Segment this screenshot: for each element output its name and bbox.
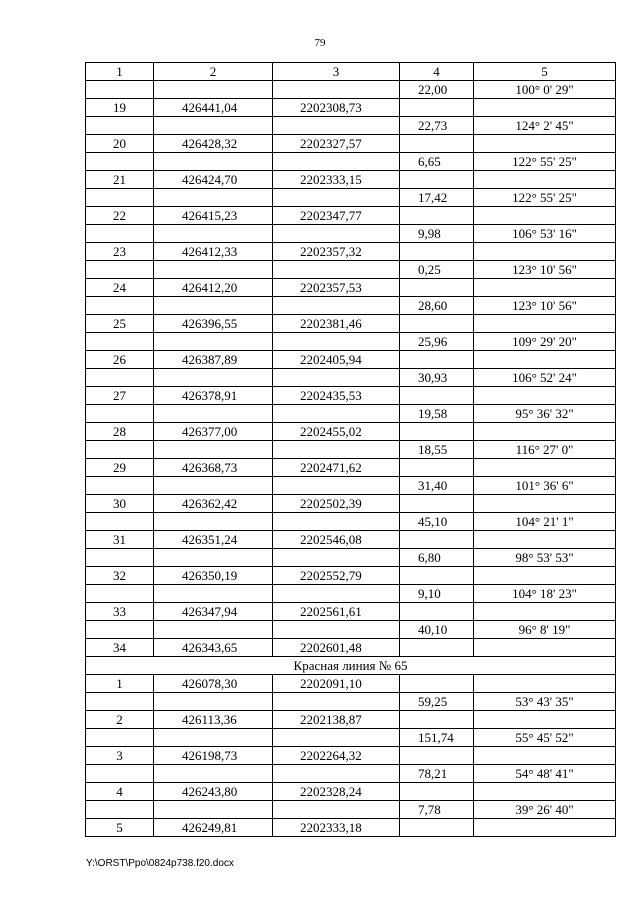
coordinate-y-empty — [273, 477, 400, 495]
angle-cell-empty — [474, 243, 616, 261]
coordinate-y-empty — [273, 297, 400, 315]
angle-cell-empty — [474, 351, 616, 369]
segment-row — [86, 369, 616, 387]
distance-cell-empty — [400, 711, 474, 729]
segment-distance: 9,98 — [400, 225, 474, 243]
column-header-1: 1 — [86, 63, 154, 81]
segment-distance: 6,65 — [400, 153, 474, 171]
point-number-empty — [86, 801, 154, 819]
point-row — [86, 351, 616, 369]
coordinate-x: 426377,00 — [154, 423, 273, 441]
point-number: 1 — [86, 675, 154, 693]
point-number: 32 — [86, 567, 154, 585]
coordinate-x-empty — [154, 765, 273, 783]
point-number-empty — [86, 405, 154, 423]
direction-angle: 53° 43' 35" — [474, 693, 616, 711]
point-number-empty — [86, 477, 154, 495]
column-header-2: 2 — [154, 63, 273, 81]
segment-distance: 9,10 — [400, 585, 474, 603]
angle-cell-empty — [474, 819, 616, 837]
segment-row — [86, 513, 616, 531]
coordinate-y-empty — [273, 729, 400, 747]
column-header-4: 4 — [400, 63, 474, 81]
distance-cell-empty — [400, 315, 474, 333]
coordinate-y: 2202561,61 — [273, 603, 400, 621]
coordinate-y: 2202347,77 — [273, 207, 400, 225]
coordinate-x-empty — [154, 441, 273, 459]
angle-cell-empty — [474, 99, 616, 117]
direction-angle: 55° 45' 52" — [474, 729, 616, 747]
distance-cell-empty — [400, 171, 474, 189]
angle-cell-empty — [474, 747, 616, 765]
point-row — [86, 459, 616, 477]
coordinate-x: 426415,23 — [154, 207, 273, 225]
point-number-empty — [86, 621, 154, 639]
segment-row — [86, 189, 616, 207]
point-row — [86, 99, 616, 117]
distance-cell-empty — [400, 351, 474, 369]
segment-row — [86, 117, 616, 135]
direction-angle: 122° 55' 25" — [474, 153, 616, 171]
coordinate-x: 426198,73 — [154, 747, 273, 765]
point-number: 29 — [86, 459, 154, 477]
coordinate-y: 2202502,39 — [273, 495, 400, 513]
segment-distance: 6,80 — [400, 549, 474, 567]
point-number: 25 — [86, 315, 154, 333]
point-row — [86, 495, 616, 513]
coordinate-x-empty — [154, 693, 273, 711]
point-number-empty — [86, 549, 154, 567]
distance-cell-empty — [400, 567, 474, 585]
point-number: 2 — [86, 711, 154, 729]
coordinate-x: 426412,20 — [154, 279, 273, 297]
angle-cell-empty — [474, 387, 616, 405]
coordinate-y-empty — [273, 765, 400, 783]
coordinate-y-empty — [273, 117, 400, 135]
coordinate-y-empty — [273, 549, 400, 567]
direction-angle: 109° 29' 20" — [474, 333, 616, 351]
coordinate-y: 2202308,73 — [273, 99, 400, 117]
coordinate-x: 426343,65 — [154, 639, 273, 657]
point-number: 31 — [86, 531, 154, 549]
direction-angle: 100° 0' 29" — [474, 81, 616, 99]
direction-angle: 95° 36' 32" — [474, 405, 616, 423]
coordinate-x-empty — [154, 549, 273, 567]
distance-cell-empty — [400, 243, 474, 261]
point-row — [86, 711, 616, 729]
distance-cell-empty — [400, 603, 474, 621]
coordinate-y: 2202546,08 — [273, 531, 400, 549]
coordinate-x: 426368,73 — [154, 459, 273, 477]
point-number-empty — [86, 513, 154, 531]
coordinate-x: 426113,36 — [154, 711, 273, 729]
direction-angle: 106° 53' 16" — [474, 225, 616, 243]
section-title: Красная линия № 65 — [86, 657, 616, 675]
angle-cell-empty — [474, 711, 616, 729]
coordinate-x: 426362,42 — [154, 495, 273, 513]
direction-angle: 106° 52' 24" — [474, 369, 616, 387]
point-row — [86, 387, 616, 405]
distance-cell-empty — [400, 819, 474, 837]
coordinate-y-empty — [273, 189, 400, 207]
point-row — [86, 171, 616, 189]
direction-angle: 122° 55' 25" — [474, 189, 616, 207]
coordinate-y: 2202357,32 — [273, 243, 400, 261]
segment-row — [86, 765, 616, 783]
coordinate-y: 2202328,24 — [273, 783, 400, 801]
coordinate-y: 2202381,46 — [273, 315, 400, 333]
point-number: 30 — [86, 495, 154, 513]
point-number-empty — [86, 117, 154, 135]
file-path-footer: Y:\ORST\Ppo\0824p738.f20.docx — [86, 858, 234, 869]
coordinate-y-empty — [273, 225, 400, 243]
distance-cell-empty — [400, 495, 474, 513]
segment-distance: 30,93 — [400, 369, 474, 387]
coordinate-y-empty — [273, 333, 400, 351]
point-number: 3 — [86, 747, 154, 765]
coordinate-y-empty — [273, 261, 400, 279]
coordinate-y-empty — [273, 81, 400, 99]
angle-cell-empty — [474, 783, 616, 801]
point-number: 26 — [86, 351, 154, 369]
segment-row — [86, 801, 616, 819]
coordinates-table — [85, 62, 616, 837]
angle-cell-empty — [474, 639, 616, 657]
coordinate-x-empty — [154, 81, 273, 99]
segment-distance: 31,40 — [400, 477, 474, 495]
direction-angle: 98° 53' 53" — [474, 549, 616, 567]
coordinate-x-empty — [154, 405, 273, 423]
coordinate-y: 2202333,18 — [273, 819, 400, 837]
point-row — [86, 783, 616, 801]
point-number: 19 — [86, 99, 154, 117]
direction-angle: 116° 27' 0" — [474, 441, 616, 459]
coordinate-y: 2202455,02 — [273, 423, 400, 441]
coordinate-x-empty — [154, 117, 273, 135]
point-row — [86, 747, 616, 765]
coordinate-x-empty — [154, 261, 273, 279]
coordinate-y: 2202264,32 — [273, 747, 400, 765]
point-number-empty — [86, 369, 154, 387]
segment-row — [86, 297, 616, 315]
direction-angle: 104° 21' 1" — [474, 513, 616, 531]
point-row — [86, 603, 616, 621]
coordinate-x-empty — [154, 369, 273, 387]
segment-row — [86, 585, 616, 603]
coordinate-y: 2202435,53 — [273, 387, 400, 405]
point-number: 5 — [86, 819, 154, 837]
segment-distance: 18,55 — [400, 441, 474, 459]
coordinate-y-empty — [273, 405, 400, 423]
coordinate-x: 426351,24 — [154, 531, 273, 549]
coordinate-x: 426243,80 — [154, 783, 273, 801]
coordinate-x: 426387,89 — [154, 351, 273, 369]
segment-distance: 40,10 — [400, 621, 474, 639]
coordinate-x-empty — [154, 153, 273, 171]
distance-cell-empty — [400, 99, 474, 117]
direction-angle: 54° 48' 41" — [474, 765, 616, 783]
coordinate-y-empty — [273, 801, 400, 819]
segment-row — [86, 225, 616, 243]
coordinate-x: 426412,33 — [154, 243, 273, 261]
column-header-5: 5 — [474, 63, 616, 81]
point-number-empty — [86, 297, 154, 315]
coordinate-x-empty — [154, 513, 273, 531]
segment-distance: 25,96 — [400, 333, 474, 351]
direction-angle: 104° 18' 23" — [474, 585, 616, 603]
table-header-row — [86, 63, 616, 81]
direction-angle: 123° 10' 56" — [474, 261, 616, 279]
angle-cell-empty — [474, 675, 616, 693]
point-row — [86, 135, 616, 153]
coordinate-y-empty — [273, 153, 400, 171]
coordinate-y-empty — [273, 621, 400, 639]
segment-row — [86, 333, 616, 351]
point-row — [86, 423, 616, 441]
point-number: 22 — [86, 207, 154, 225]
coordinate-x: 426396,55 — [154, 315, 273, 333]
distance-cell-empty — [400, 459, 474, 477]
point-number: 20 — [86, 135, 154, 153]
point-number-empty — [86, 261, 154, 279]
point-row — [86, 279, 616, 297]
coordinate-x-empty — [154, 333, 273, 351]
coordinate-y-empty — [273, 693, 400, 711]
point-number-empty — [86, 225, 154, 243]
segment-row — [86, 477, 616, 495]
angle-cell-empty — [474, 279, 616, 297]
point-number-empty — [86, 441, 154, 459]
coordinate-y-empty — [273, 585, 400, 603]
coordinate-x: 426249,81 — [154, 819, 273, 837]
segment-row — [86, 261, 616, 279]
point-number-empty — [86, 729, 154, 747]
distance-cell-empty — [400, 423, 474, 441]
angle-cell-empty — [474, 171, 616, 189]
direction-angle: 101° 36' 6" — [474, 477, 616, 495]
segment-row — [86, 729, 616, 747]
section-header-row — [86, 657, 616, 675]
point-number: 23 — [86, 243, 154, 261]
distance-cell-empty — [400, 531, 474, 549]
coordinate-y: 2202091,10 — [273, 675, 400, 693]
segment-row — [86, 405, 616, 423]
point-number: 28 — [86, 423, 154, 441]
point-number: 34 — [86, 639, 154, 657]
coordinate-x-empty — [154, 225, 273, 243]
segment-distance: 0,25 — [400, 261, 474, 279]
point-number: 21 — [86, 171, 154, 189]
coordinate-y-empty — [273, 513, 400, 531]
coordinate-y-empty — [273, 441, 400, 459]
angle-cell-empty — [474, 495, 616, 513]
coordinate-y: 2202333,15 — [273, 171, 400, 189]
distance-cell-empty — [400, 783, 474, 801]
angle-cell-empty — [474, 315, 616, 333]
direction-angle: 123° 10' 56" — [474, 297, 616, 315]
segment-distance: 78,21 — [400, 765, 474, 783]
direction-angle: 39° 26' 40" — [474, 801, 616, 819]
coordinate-y: 2202138,87 — [273, 711, 400, 729]
angle-cell-empty — [474, 423, 616, 441]
segment-distance: 28,60 — [400, 297, 474, 315]
segment-row — [86, 693, 616, 711]
point-row — [86, 675, 616, 693]
point-number-empty — [86, 693, 154, 711]
table-body — [86, 81, 616, 837]
segment-distance: 19,58 — [400, 405, 474, 423]
coordinate-x-empty — [154, 621, 273, 639]
distance-cell-empty — [400, 675, 474, 693]
point-number: 4 — [86, 783, 154, 801]
point-row — [86, 243, 616, 261]
distance-cell-empty — [400, 747, 474, 765]
angle-cell-empty — [474, 459, 616, 477]
column-header-3: 3 — [273, 63, 400, 81]
angle-cell-empty — [474, 531, 616, 549]
distance-cell-empty — [400, 387, 474, 405]
point-row — [86, 639, 616, 657]
point-number-empty — [86, 189, 154, 207]
coordinate-y: 2202471,62 — [273, 459, 400, 477]
segment-distance: 7,78 — [400, 801, 474, 819]
segment-row — [86, 621, 616, 639]
segment-row — [86, 81, 616, 99]
coordinate-x: 426378,91 — [154, 387, 273, 405]
segment-distance: 22,73 — [400, 117, 474, 135]
point-number-empty — [86, 765, 154, 783]
point-number-empty — [86, 81, 154, 99]
distance-cell-empty — [400, 135, 474, 153]
point-row — [86, 567, 616, 585]
coordinate-x: 426424,70 — [154, 171, 273, 189]
segment-row — [86, 441, 616, 459]
coordinate-y: 2202601,48 — [273, 639, 400, 657]
angle-cell-empty — [474, 207, 616, 225]
point-number-empty — [86, 153, 154, 171]
direction-angle: 124° 2' 45" — [474, 117, 616, 135]
coordinate-y: 2202552,79 — [273, 567, 400, 585]
coordinate-x: 426441,04 — [154, 99, 273, 117]
segment-distance: 151,74 — [400, 729, 474, 747]
segment-distance: 59,25 — [400, 693, 474, 711]
coordinate-x: 426078,30 — [154, 675, 273, 693]
distance-cell-empty — [400, 279, 474, 297]
coordinate-y: 2202357,53 — [273, 279, 400, 297]
coordinate-x-empty — [154, 729, 273, 747]
segment-distance: 22,00 — [400, 81, 474, 99]
direction-angle: 96° 8' 19" — [474, 621, 616, 639]
point-number-empty — [86, 333, 154, 351]
angle-cell-empty — [474, 135, 616, 153]
point-number: 24 — [86, 279, 154, 297]
coordinate-y-empty — [273, 369, 400, 387]
point-number: 33 — [86, 603, 154, 621]
segment-distance: 45,10 — [400, 513, 474, 531]
segment-distance: 17,42 — [400, 189, 474, 207]
point-row — [86, 819, 616, 837]
coordinate-x-empty — [154, 189, 273, 207]
distance-cell-empty — [400, 639, 474, 657]
point-row — [86, 315, 616, 333]
coordinate-x-empty — [154, 585, 273, 603]
page-number: 79 — [314, 37, 326, 49]
coordinate-x-empty — [154, 477, 273, 495]
point-number-empty — [86, 585, 154, 603]
coordinate-y: 2202327,57 — [273, 135, 400, 153]
coordinate-x-empty — [154, 801, 273, 819]
segment-row — [86, 549, 616, 567]
angle-cell-empty — [474, 603, 616, 621]
coordinate-x: 426428,32 — [154, 135, 273, 153]
point-row — [86, 531, 616, 549]
point-number: 27 — [86, 387, 154, 405]
segment-row — [86, 153, 616, 171]
coordinate-y: 2202405,94 — [273, 351, 400, 369]
coordinate-x-empty — [154, 297, 273, 315]
distance-cell-empty — [400, 207, 474, 225]
point-row — [86, 207, 616, 225]
angle-cell-empty — [474, 567, 616, 585]
coordinate-x: 426347,94 — [154, 603, 273, 621]
coordinate-x: 426350,19 — [154, 567, 273, 585]
